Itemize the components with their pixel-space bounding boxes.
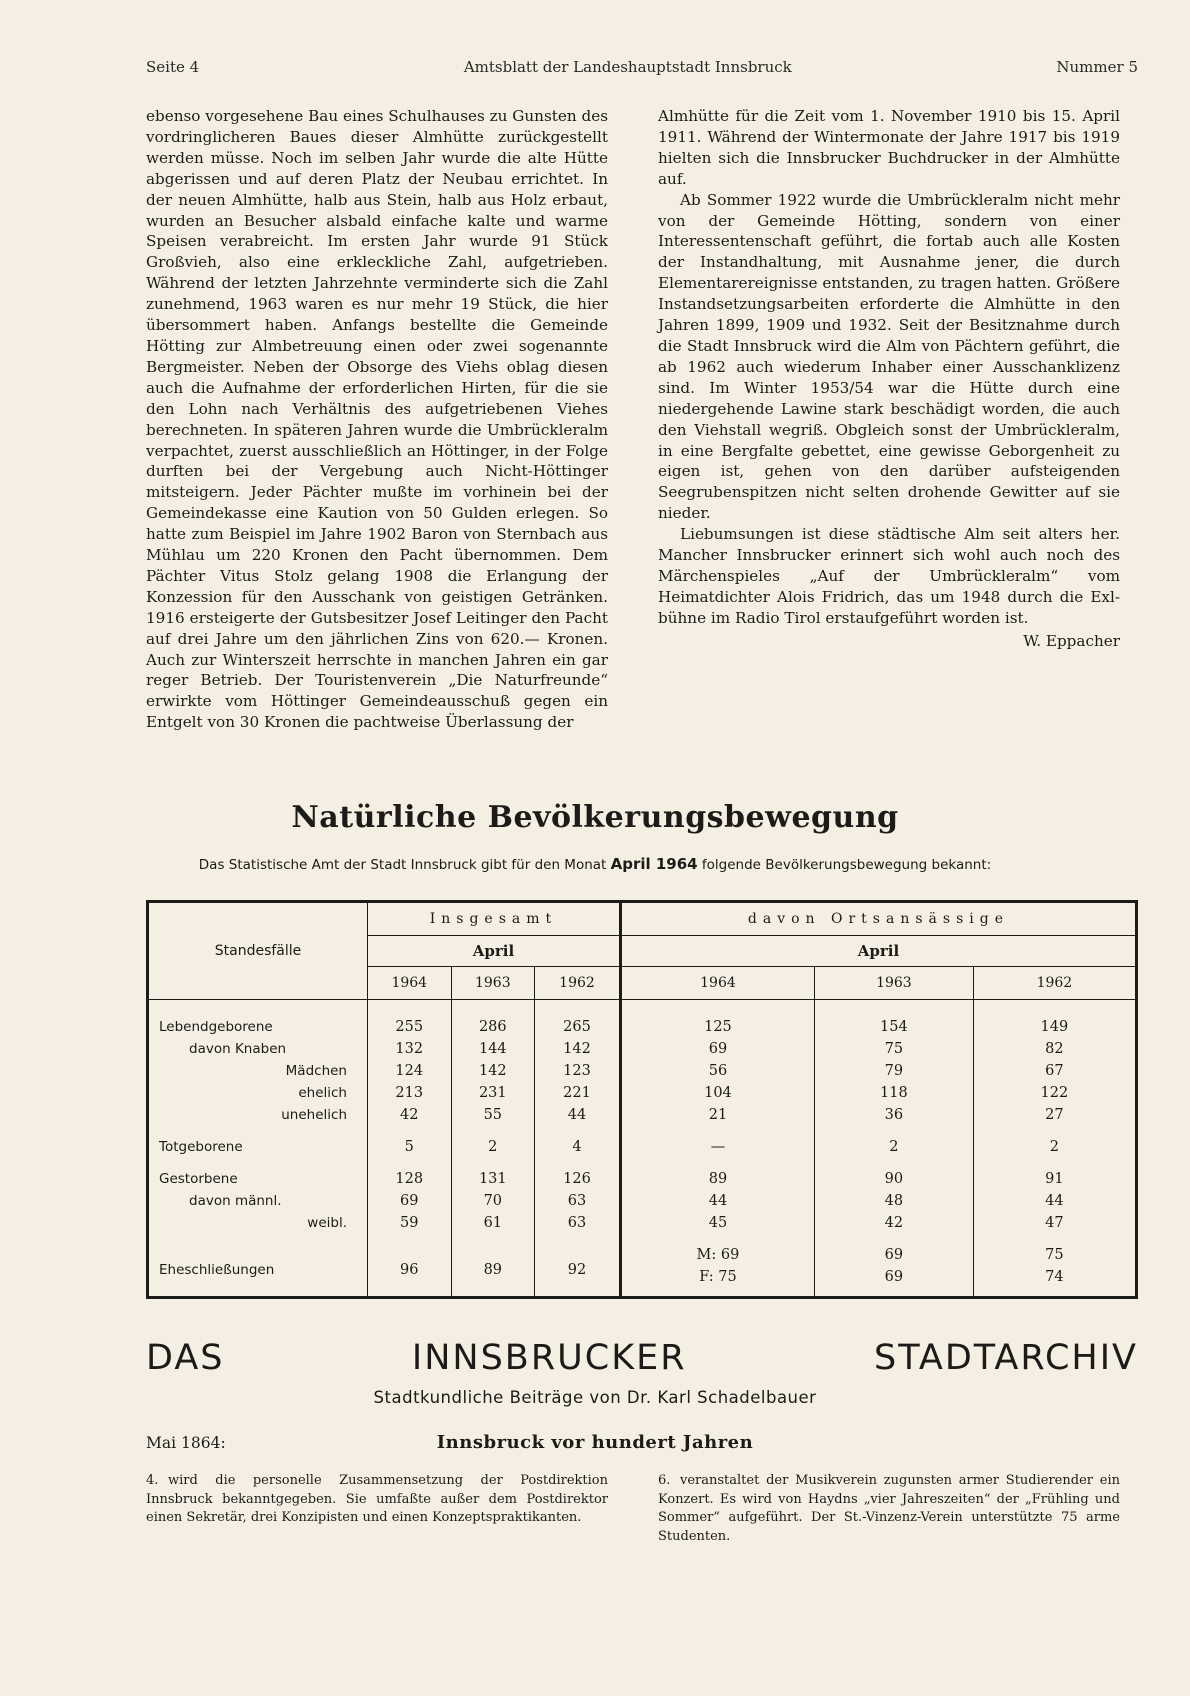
- cell: 255: [368, 1000, 452, 1039]
- cell: 48: [815, 1190, 974, 1212]
- cell: 82: [973, 1038, 1136, 1060]
- cell: 125: [620, 1000, 814, 1039]
- table-row: [148, 1126, 1137, 1158]
- cell: M: 69: [620, 1234, 814, 1266]
- table-row: [148, 1104, 1137, 1126]
- cell: 126: [535, 1158, 621, 1190]
- cell: 154: [815, 1000, 974, 1039]
- cell: 69: [620, 1038, 814, 1060]
- cell: 4: [535, 1126, 621, 1158]
- cell: 90: [815, 1158, 974, 1190]
- subtitle-month: April 1964: [610, 855, 698, 873]
- cell: 70: [451, 1190, 535, 1212]
- year-header: 1962: [973, 967, 1136, 1000]
- cell: 122: [973, 1082, 1136, 1104]
- year-header: 1963: [451, 967, 535, 1000]
- table-row: [148, 1060, 1137, 1082]
- cell: 45: [620, 1212, 814, 1234]
- article-paragraph-2: Ab Sommer 1922 wurde die Umbrückleralm nicht mehr von der Gemeinde Hötting, sondern von einer Interessentenschaft geführt, die fortab auch alle Kosten der Instandhaltung, mit Ausnahme jener, die durch Elementarereignisse entstanden, zu tragen hatten. Größere Instandsetzungsarbeiten erforderte die Almhütte in den Jahren 1899, 1909 und 1932. Seit der Besitznahme durch die Stadt Innsbruck wird die Alm von Pächtern geführt, die ab 1962 auch wiederum Inhaber einer Ausschanklizenz sind. Im Winter 1953/54 war die Hütte durch eine niedergehende Lawine stark beschädigt worden, die auch den Viehstall wegriß. Obgleich sonst der Umbrückleralm, in eine Bergfalte gebettet, eine gewisse Geborgenheit zu eigen ist, gehen von den darüber aufsteigenden Seegrubenspitzen nicht selten drohende Gewitter auf sie nieder.: [658, 190, 1120, 523]
- article-text-left: ebenso vorgesehene Bau eines Schulhauses zu Gunsten des vordringlicheren Baues dieser Almhütte zurückgestellt werden müsse. Noch im selben Jahr wurde die alte Hütte abgerissen und auf deren Platz der Neubau errichtet. In der neuen Almhütte, halb aus Stein, halb aus Holz erbaut, wurden an Besucher alsbald einfache kalte und warme Speisen verabreicht. Im ersten Jahr wurde 91 Stück Großvieh, also eine erkleckliche Zahl, aufgetrieben. Während der letzten Jahrzehnte verminderte sich die Zahl zunehmend, 1963 waren es nur mehr 19 Stück, die hier übersommert haben. Anfangs bestellte die Gemeinde Hötting zur Almbetreuung einen oder zwei sogenannte Bergmeister. Neben der Obsorge des Viehs oblag diesen auch die Aufnahme der erforderlichen Hirten, für die sie den Lohn nach Verhältnis des aufgetriebenen Viehes berechneten. In späteren Jahren wurde die Umbrückleralm verpachtet, zuerst ausschließlich an Höttinger, in der Folge durften bei der Vergebung auch Nicht-Höttinger mitsteigern. Jeder Pächter mußte im vorhinein bei der Gemeindekasse eine Kaution von 50 Gulden erlegen. So hatte zum Beispiel im Jahre 1902 Baron von Sternbach aus Mühlau um 220 Kronen den Pacht übernommen. Dem Pächter Vitus Stolz gelang 1908 die Erlangung der Konzession für den Ausschank von geistigen Getränken. 1916 ersteigerte der Gutsbesitzer Josef Leitinger den Pacht auf drei Jahre um den jährlichen Zins von 620.— Kronen. Auch zur Winterszeit herrschte in manchen Jahren ein gar reger Betrieb. Der Touristenverein „Die Naturfreunde“ erwirkte vom Höttinger Gemeindeausschuß gegen ein Entgelt von 30 Kronen die pachtweise Überlassung der: [146, 107, 608, 732]
- cell: 96: [368, 1234, 452, 1298]
- cell: 63: [535, 1190, 621, 1212]
- article-column-right: [658, 106, 1120, 652]
- row-label: davon Knaben: [189, 1041, 287, 1057]
- cell: 67: [973, 1060, 1136, 1082]
- cell: 91: [973, 1158, 1136, 1190]
- article-text-continued: [658, 106, 1120, 190]
- cell: 44: [535, 1104, 621, 1126]
- cell: 2: [815, 1126, 974, 1158]
- cell: 2: [451, 1126, 535, 1158]
- history-entry-right: [658, 1472, 1120, 1546]
- entry-number: 6.: [658, 1473, 671, 1488]
- table-row: [148, 1000, 1137, 1039]
- history-entry-left: [146, 1472, 608, 1528]
- table-row: [148, 1190, 1137, 1212]
- row-label: Mädchen: [285, 1063, 347, 1079]
- history-heading: Innsbruck vor hundert Jahren: [436, 1432, 754, 1453]
- cell: 89: [451, 1234, 535, 1298]
- year-header: 1963: [815, 967, 974, 1000]
- cell: 142: [451, 1060, 535, 1082]
- subtitle-pre: Das Statistische Amt der Stadt Innsbruck gibt für den Monat: [198, 857, 607, 873]
- cell: 142: [535, 1038, 621, 1060]
- article-paragraph-3: Liebumsungen ist diese städtische Alm seit alters her. Mancher Innsbrucker erinnert sich wohl auch noch des Märchenspieles „Auf der Umbrückleralm“ vom Heimatdichter Alois Fridrich, das um 1948 durch die Exl-bühne im Radio Tirol erstaufgeführt worden ist.: [658, 525, 1120, 627]
- cell: 132: [368, 1038, 452, 1060]
- cell: 69: [368, 1190, 452, 1212]
- cell: 131: [451, 1158, 535, 1190]
- population-table: [146, 900, 1138, 1299]
- row-label: weibl.: [307, 1215, 347, 1231]
- cell: 118: [815, 1082, 974, 1104]
- issue-number: Nummer 5: [1056, 58, 1138, 76]
- month-header-local: April: [620, 936, 1136, 967]
- date-label: Mai 1864:: [146, 1434, 226, 1452]
- row-label: ehelich: [298, 1085, 347, 1101]
- cell: 59: [368, 1212, 452, 1234]
- cell: 2: [973, 1126, 1136, 1158]
- year-header: 1962: [535, 967, 621, 1000]
- publication-title: Amtsblatt der Landeshauptstadt Innsbruck: [463, 58, 792, 76]
- row-label: Eheschließungen: [159, 1262, 275, 1278]
- group-header-total: Insgesamt: [368, 902, 621, 936]
- cell: 124: [368, 1060, 452, 1082]
- row-label: unehelich: [281, 1107, 347, 1123]
- row-label: Lebendgeborene: [159, 1019, 273, 1035]
- entry-text: veranstaltet der Musikverein zugunsten armer Studierender ein Konzert. Es wird von Haydns „vier Jahreszeiten“ der „Frühling und Sommer“ aufgeführt. Der St.-Vinzenz-Verein unterstützte 75 arme Studenten.: [658, 1473, 1120, 1544]
- cell: 92: [535, 1234, 621, 1298]
- year-header: 1964: [620, 967, 814, 1000]
- cell: 42: [815, 1212, 974, 1234]
- archive-title-word: DAS: [146, 1338, 225, 1378]
- year-header: 1964: [368, 967, 452, 1000]
- table-row: [148, 1212, 1137, 1234]
- cell: 89: [620, 1158, 814, 1190]
- cell: 55: [451, 1104, 535, 1126]
- cell: 213: [368, 1082, 452, 1104]
- cell: 27: [973, 1104, 1136, 1126]
- cell: 44: [620, 1190, 814, 1212]
- cell: 75: [815, 1038, 974, 1060]
- row-label: Totgeborene: [159, 1139, 243, 1155]
- entry-number: 4.: [146, 1473, 159, 1488]
- cell: 75: [973, 1234, 1136, 1266]
- cell: 61: [451, 1212, 535, 1234]
- article-signature: W. Eppacher: [1023, 631, 1120, 650]
- page-number: Seite 4: [146, 58, 200, 76]
- archive-subtitle: Stadtkundliche Beiträge von Dr. Karl Schadelbauer: [373, 1388, 817, 1407]
- row-label: davon männl.: [189, 1193, 282, 1209]
- cell: 286: [451, 1000, 535, 1039]
- archive-title-word: STADTARCHIV: [874, 1338, 1138, 1378]
- archive-title: [146, 1338, 1138, 1378]
- cell: 79: [815, 1060, 974, 1082]
- cell: 104: [620, 1082, 814, 1104]
- cell: 56: [620, 1060, 814, 1082]
- table-row: [148, 1038, 1137, 1060]
- cell: 36: [815, 1104, 974, 1126]
- population-subtitle: [0, 855, 1190, 873]
- table-row-header: Standesfälle: [148, 902, 368, 1000]
- cell: 123: [535, 1060, 621, 1082]
- row-label: Gestorbene: [159, 1171, 238, 1187]
- page-header: [146, 58, 1138, 80]
- cell: 69: [815, 1266, 974, 1298]
- cell: 231: [451, 1082, 535, 1104]
- cell: F: 75: [620, 1266, 814, 1298]
- article-column-left: [146, 106, 608, 734]
- article-text-continuation: Almhütte für die Zeit vom 1. November 1910 bis 15. April 1911. Während der Wintermonate der Jahre 1917 bis 1919 hielten sich die Innsbrucker Buchdrucker in der Almhütte auf.: [658, 107, 1120, 188]
- table-row: [148, 1234, 1137, 1266]
- cell: 42: [368, 1104, 452, 1126]
- cell: 63: [535, 1212, 621, 1234]
- population-title: Natürliche Bevölkerungsbewegung: [291, 800, 899, 835]
- table-row: [148, 1158, 1137, 1190]
- group-header-local: davon Ortsansässige: [620, 902, 1136, 936]
- cell: 128: [368, 1158, 452, 1190]
- cell: 47: [973, 1212, 1136, 1234]
- cell: 69: [815, 1234, 974, 1266]
- cell: 265: [535, 1000, 621, 1039]
- cell: 21: [620, 1104, 814, 1126]
- cell: —: [620, 1126, 814, 1158]
- month-header-total: April: [368, 936, 621, 967]
- cell: 74: [973, 1266, 1136, 1298]
- cell: 221: [535, 1082, 621, 1104]
- cell: 44: [973, 1190, 1136, 1212]
- archive-title-word: INNSBRUCKER: [411, 1338, 687, 1378]
- cell: 144: [451, 1038, 535, 1060]
- cell: 149: [973, 1000, 1136, 1039]
- entry-text: wird die personelle Zusammensetzung der Postdirektion Innsbruck bekanntgegeben. Sie umfaßte außer dem Postdirektor einen Sekretär, drei Konzipisten und einen Konzeptspraktikanten.: [146, 1473, 608, 1525]
- cell: 5: [368, 1126, 452, 1158]
- subtitle-post: folgende Bevölkerungsbewegung bekannt:: [701, 857, 992, 873]
- table-row: [148, 1082, 1137, 1104]
